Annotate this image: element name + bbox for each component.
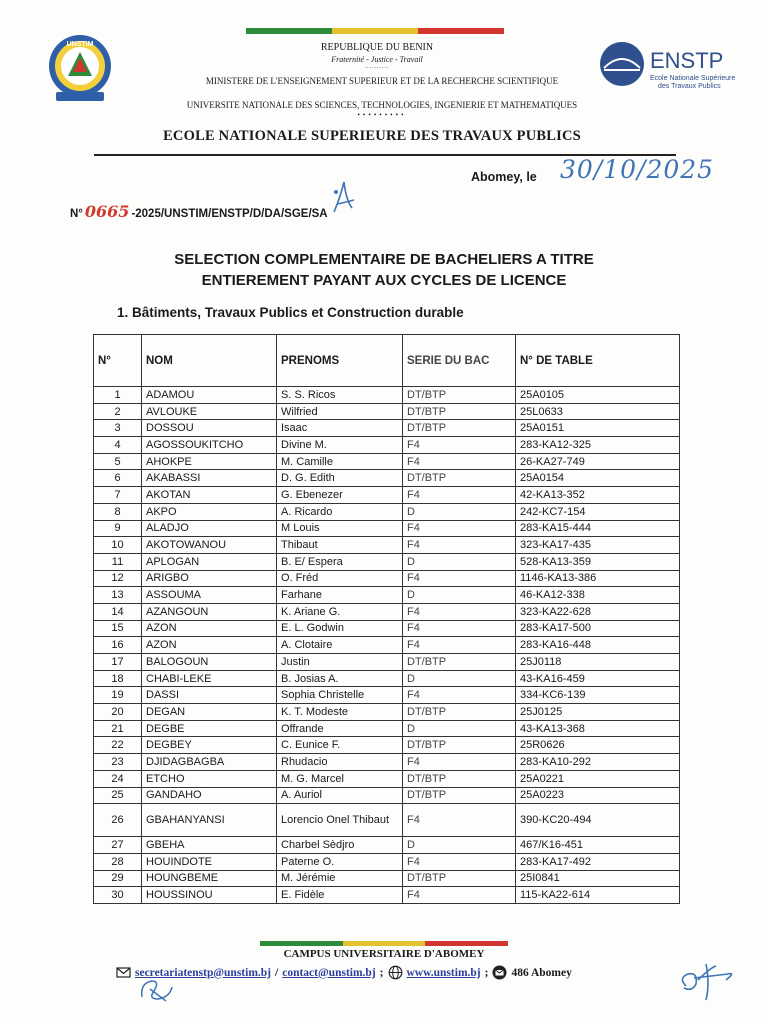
row-prenoms: M. G. Marcel	[277, 770, 403, 787]
row-prenoms: M Louis	[277, 520, 403, 537]
row-number: 29	[94, 870, 142, 887]
row-prenoms: Justin	[277, 654, 403, 671]
row-number: 4	[94, 437, 142, 454]
row-table-number: 528-KA13-359	[516, 553, 680, 570]
col-header-table-number: N° DE TABLE	[516, 335, 680, 387]
row-prenoms: A. Ricardo	[277, 503, 403, 520]
place-label: Abomey, le	[471, 170, 537, 184]
row-number: 13	[94, 587, 142, 604]
table-row	[94, 520, 680, 537]
row-nom: HOUINDOTE	[142, 853, 277, 870]
row-number: 25	[94, 787, 142, 804]
row-table-number: 25A0154	[516, 470, 680, 487]
row-serie: DT/BTP	[403, 403, 516, 420]
footer-separator: ;	[379, 966, 384, 979]
row-number: 11	[94, 553, 142, 570]
envelope-circle-icon	[492, 965, 507, 980]
row-table-number: 283-KA16-448	[516, 637, 680, 654]
row-nom: AZON	[142, 620, 277, 637]
row-nom: GBEHA	[142, 837, 277, 854]
row-prenoms: D. G. Edith	[277, 470, 403, 487]
header-motto-dots: ..........	[364, 64, 390, 70]
row-nom: DJIDAGBAGBA	[142, 754, 277, 771]
row-serie: F4	[403, 687, 516, 704]
row-nom: AKPO	[142, 503, 277, 520]
row-nom: AKABASSI	[142, 470, 277, 487]
table-row	[94, 687, 680, 704]
row-table-number: 323-KA17-435	[516, 537, 680, 554]
table-row	[94, 553, 680, 570]
row-prenoms: Paterne O.	[277, 853, 403, 870]
row-number: 10	[94, 537, 142, 554]
row-serie: F4	[403, 603, 516, 620]
row-number: 28	[94, 853, 142, 870]
header-republic: REPUBLIQUE DU BENIN	[320, 42, 434, 53]
row-number: 26	[94, 804, 142, 837]
row-serie: F4	[403, 437, 516, 454]
table-row	[94, 704, 680, 721]
row-prenoms: S. S. Ricos	[277, 387, 403, 404]
table-header-row	[94, 335, 680, 387]
handwritten-date: 30/10/2025	[560, 155, 715, 184]
globe-icon	[388, 965, 403, 980]
row-serie: F4	[403, 487, 516, 504]
row-nom: HOUNGBEME	[142, 870, 277, 887]
row-serie: D	[403, 553, 516, 570]
row-table-number: 283-KA17-500	[516, 620, 680, 637]
row-serie: DT/BTP	[403, 704, 516, 721]
row-table-number: 283-KA12-325	[516, 437, 680, 454]
table-row	[94, 420, 680, 437]
row-prenoms: Divine M.	[277, 437, 403, 454]
row-table-number: 25L0633	[516, 403, 680, 420]
section-heading: 1. Bâtiments, Travaux Publics et Construction durable	[117, 305, 464, 320]
table-row	[94, 787, 680, 804]
row-serie: DT/BTP	[403, 387, 516, 404]
row-prenoms: M. Camille	[277, 453, 403, 470]
row-prenoms: G. Ebenezer	[277, 487, 403, 504]
row-prenoms: Sophia Christelle	[277, 687, 403, 704]
row-table-number: 242-KC7-154	[516, 503, 680, 520]
row-table-number: 26-KA27-749	[516, 453, 680, 470]
mail-icon	[116, 965, 131, 980]
ref-handwritten-number: 0665	[84, 202, 130, 221]
row-nom: GANDAHO	[142, 787, 277, 804]
po-box: 486 Abomey	[511, 966, 572, 979]
row-table-number: 42-KA13-352	[516, 487, 680, 504]
table-row	[94, 804, 680, 837]
table-row	[94, 670, 680, 687]
table-row	[94, 503, 680, 520]
header-dots: •••••••••	[357, 111, 407, 119]
row-serie: DT/BTP	[403, 870, 516, 887]
ref-suffix: -2025/UNSTIM/ENSTP/D/DA/SGE/SA	[131, 208, 328, 220]
col-header-prenoms: PRENOMS	[277, 335, 403, 387]
row-serie: DT/BTP	[403, 770, 516, 787]
table-row	[94, 654, 680, 671]
row-table-number: 25A0105	[516, 387, 680, 404]
email-contact-link[interactable]: contact@unstim.bj	[282, 966, 376, 979]
row-nom: HOUSSINOU	[142, 887, 277, 904]
table-row	[94, 620, 680, 637]
row-table-number: 43-KA16-459	[516, 670, 680, 687]
row-number: 24	[94, 770, 142, 787]
row-number: 2	[94, 403, 142, 420]
row-table-number: 390-KC20-494	[516, 804, 680, 837]
table-row	[94, 470, 680, 487]
table-row	[94, 387, 680, 404]
table-row	[94, 403, 680, 420]
handwritten-mark	[330, 178, 358, 218]
row-serie: D	[403, 503, 516, 520]
row-number: 30	[94, 887, 142, 904]
reference-number	[70, 202, 328, 221]
row-nom: AGOSSOUKITCHO	[142, 437, 277, 454]
row-nom: AHOKPE	[142, 453, 277, 470]
table-row	[94, 837, 680, 854]
row-table-number: 25A0223	[516, 787, 680, 804]
row-number: 16	[94, 637, 142, 654]
row-prenoms: E. Fidèle	[277, 887, 403, 904]
row-table-number: 1146-KA13-386	[516, 570, 680, 587]
ref-prefix: N°	[70, 208, 83, 220]
row-serie: F4	[403, 520, 516, 537]
row-prenoms: A. Auriol	[277, 787, 403, 804]
row-number: 6	[94, 470, 142, 487]
row-nom: AZON	[142, 637, 277, 654]
initials-signature-right	[676, 960, 740, 1002]
row-nom: GBAHANYANSI	[142, 804, 277, 837]
title-line-2: ENTIEREMENT PAYANT AUX CYCLES DE LICENCE	[201, 272, 567, 289]
row-number: 20	[94, 704, 142, 721]
table-row	[94, 537, 680, 554]
row-serie: F4	[403, 570, 516, 587]
header-flag-bar	[246, 28, 504, 34]
row-number: 17	[94, 654, 142, 671]
row-number: 5	[94, 453, 142, 470]
row-serie: DT/BTP	[403, 787, 516, 804]
row-prenoms: A. Clotaire	[277, 637, 403, 654]
svg-text:UNSTIM: UNSTIM	[66, 41, 94, 48]
footer-separator: ;	[484, 966, 489, 979]
row-table-number: 323-KA22-628	[516, 603, 680, 620]
row-number: 21	[94, 720, 142, 737]
row-prenoms: C. Eunice F.	[277, 737, 403, 754]
row-number: 8	[94, 503, 142, 520]
row-prenoms: Isaac	[277, 420, 403, 437]
row-serie: D	[403, 670, 516, 687]
row-nom: APLOGAN	[142, 553, 277, 570]
row-serie: DT/BTP	[403, 470, 516, 487]
row-table-number: 283-KA17-492	[516, 853, 680, 870]
row-serie: F4	[403, 620, 516, 637]
row-number: 12	[94, 570, 142, 587]
col-header-serie: SERIE DU BAC	[403, 335, 516, 387]
row-prenoms: B. E/ Espera	[277, 553, 403, 570]
row-number: 19	[94, 687, 142, 704]
col-header-number: N°	[94, 335, 142, 387]
initials-signature-left	[136, 975, 178, 1005]
row-prenoms: E. L. Godwin	[277, 620, 403, 637]
row-serie: F4	[403, 804, 516, 837]
table-row	[94, 720, 680, 737]
header-motto: Fraternité - Justice - Travail	[331, 55, 423, 64]
row-serie: F4	[403, 887, 516, 904]
table-row	[94, 603, 680, 620]
row-serie: DT/BTP	[403, 654, 516, 671]
row-nom: DOSSOU	[142, 420, 277, 437]
candidates-table	[93, 334, 680, 904]
row-nom: ASSOUMA	[142, 587, 277, 604]
row-number: 7	[94, 487, 142, 504]
row-table-number: 25J0118	[516, 654, 680, 671]
table-row	[94, 853, 680, 870]
row-number: 1	[94, 387, 142, 404]
table-row	[94, 754, 680, 771]
document-title	[0, 249, 768, 291]
row-prenoms: Farhane	[277, 587, 403, 604]
footer-separator: /	[275, 966, 279, 979]
col-header-nom: NOM	[142, 335, 277, 387]
table-row	[94, 570, 680, 587]
svg-text:ENSTP: ENSTP	[650, 48, 724, 73]
table-row	[94, 770, 680, 787]
row-nom: AVLOUKE	[142, 403, 277, 420]
table-row	[94, 587, 680, 604]
row-serie: F4	[403, 853, 516, 870]
row-number: 27	[94, 837, 142, 854]
row-prenoms: Thibaut	[277, 537, 403, 554]
row-number: 9	[94, 520, 142, 537]
footer-contact	[116, 965, 572, 980]
row-serie: DT/BTP	[403, 737, 516, 754]
website-link[interactable]: www.unstim.bj	[406, 966, 481, 979]
row-number: 23	[94, 754, 142, 771]
row-table-number: 25I0841	[516, 870, 680, 887]
row-table-number: 46-KA12-338	[516, 587, 680, 604]
row-table-number: 43-KA13-368	[516, 720, 680, 737]
row-table-number: 283-KA15-444	[516, 520, 680, 537]
table-row	[94, 737, 680, 754]
row-table-number: 25J0125	[516, 704, 680, 721]
row-nom: DASSI	[142, 687, 277, 704]
row-prenoms: M. Jérémie	[277, 870, 403, 887]
table-row	[94, 487, 680, 504]
row-number: 14	[94, 603, 142, 620]
row-table-number: 467/K16-451	[516, 837, 680, 854]
row-table-number: 25A0151	[516, 420, 680, 437]
row-prenoms: Rhudacio	[277, 754, 403, 771]
row-prenoms: Wilfried	[277, 403, 403, 420]
row-nom: AKOTOWANOU	[142, 537, 277, 554]
row-table-number: 25R0626	[516, 737, 680, 754]
row-prenoms: Lorencio Onel Thibaut	[277, 804, 403, 837]
header-university: UNIVERSITE NATIONALE DES SCIENCES, TECHNOLOGIES, INGENIERIE ET MATHEMATIQUES	[186, 100, 578, 110]
row-serie: D	[403, 720, 516, 737]
header-school-name: ECOLE NATIONALE SUPERIEURE DES TRAVAUX PUBLICS	[163, 128, 581, 144]
svg-text:Ecole Nationale Supérieure: Ecole Nationale Supérieure	[650, 75, 736, 82]
row-nom: ARIGBO	[142, 570, 277, 587]
row-table-number: 115-KA22-614	[516, 887, 680, 904]
row-serie: F4	[403, 453, 516, 470]
row-number: 3	[94, 420, 142, 437]
row-nom: CHABI-LEKE	[142, 670, 277, 687]
row-serie: F4	[403, 537, 516, 554]
row-prenoms: K. Ariane G.	[277, 603, 403, 620]
footer-flag-bar	[260, 941, 508, 946]
row-serie: D	[403, 587, 516, 604]
table-row	[94, 637, 680, 654]
row-number: 15	[94, 620, 142, 637]
row-serie: DT/BTP	[403, 420, 516, 437]
row-table-number: 334-KC6-139	[516, 687, 680, 704]
row-nom: BALOGOUN	[142, 654, 277, 671]
row-nom: ALADJO	[142, 520, 277, 537]
row-prenoms: Offrande	[277, 720, 403, 737]
row-nom: AKOTAN	[142, 487, 277, 504]
footer-campus: CAMPUS UNIVERSITAIRE D'ABOMEY	[283, 948, 485, 960]
table-row	[94, 437, 680, 454]
table-row	[94, 887, 680, 904]
row-serie: F4	[403, 637, 516, 654]
header-ministry: MINISTERE DE L'ENSEIGNEMENT SUPERIEUR ET DE LA RECHERCHE SCIENTIFIQUE	[205, 76, 559, 86]
row-table-number: 283-KA10-292	[516, 754, 680, 771]
row-prenoms: K. T. Modeste	[277, 704, 403, 721]
row-serie: F4	[403, 754, 516, 771]
table-row	[94, 870, 680, 887]
table-row	[94, 453, 680, 470]
row-nom: ADAMOU	[142, 387, 277, 404]
row-table-number: 25A0221	[516, 770, 680, 787]
row-prenoms: Charbel Sèdjro	[277, 837, 403, 854]
email-secretariat-link[interactable]: secretariatenstp@unstim.bj	[135, 966, 272, 979]
title-line-1: SELECTION COMPLEMENTAIRE DE BACHELIERS A TITRE	[174, 251, 594, 268]
row-nom: ETCHO	[142, 770, 277, 787]
svg-text:des Travaux Publics: des Travaux Publics	[658, 83, 721, 90]
row-nom: DEGAN	[142, 704, 277, 721]
row-nom: AZANGOUN	[142, 603, 277, 620]
row-serie: D	[403, 837, 516, 854]
row-prenoms: O. Fréd	[277, 570, 403, 587]
row-prenoms: B. Josias A.	[277, 670, 403, 687]
row-number: 22	[94, 737, 142, 754]
row-nom: DEGBE	[142, 720, 277, 737]
row-number: 18	[94, 670, 142, 687]
row-nom: DEGBEY	[142, 737, 277, 754]
